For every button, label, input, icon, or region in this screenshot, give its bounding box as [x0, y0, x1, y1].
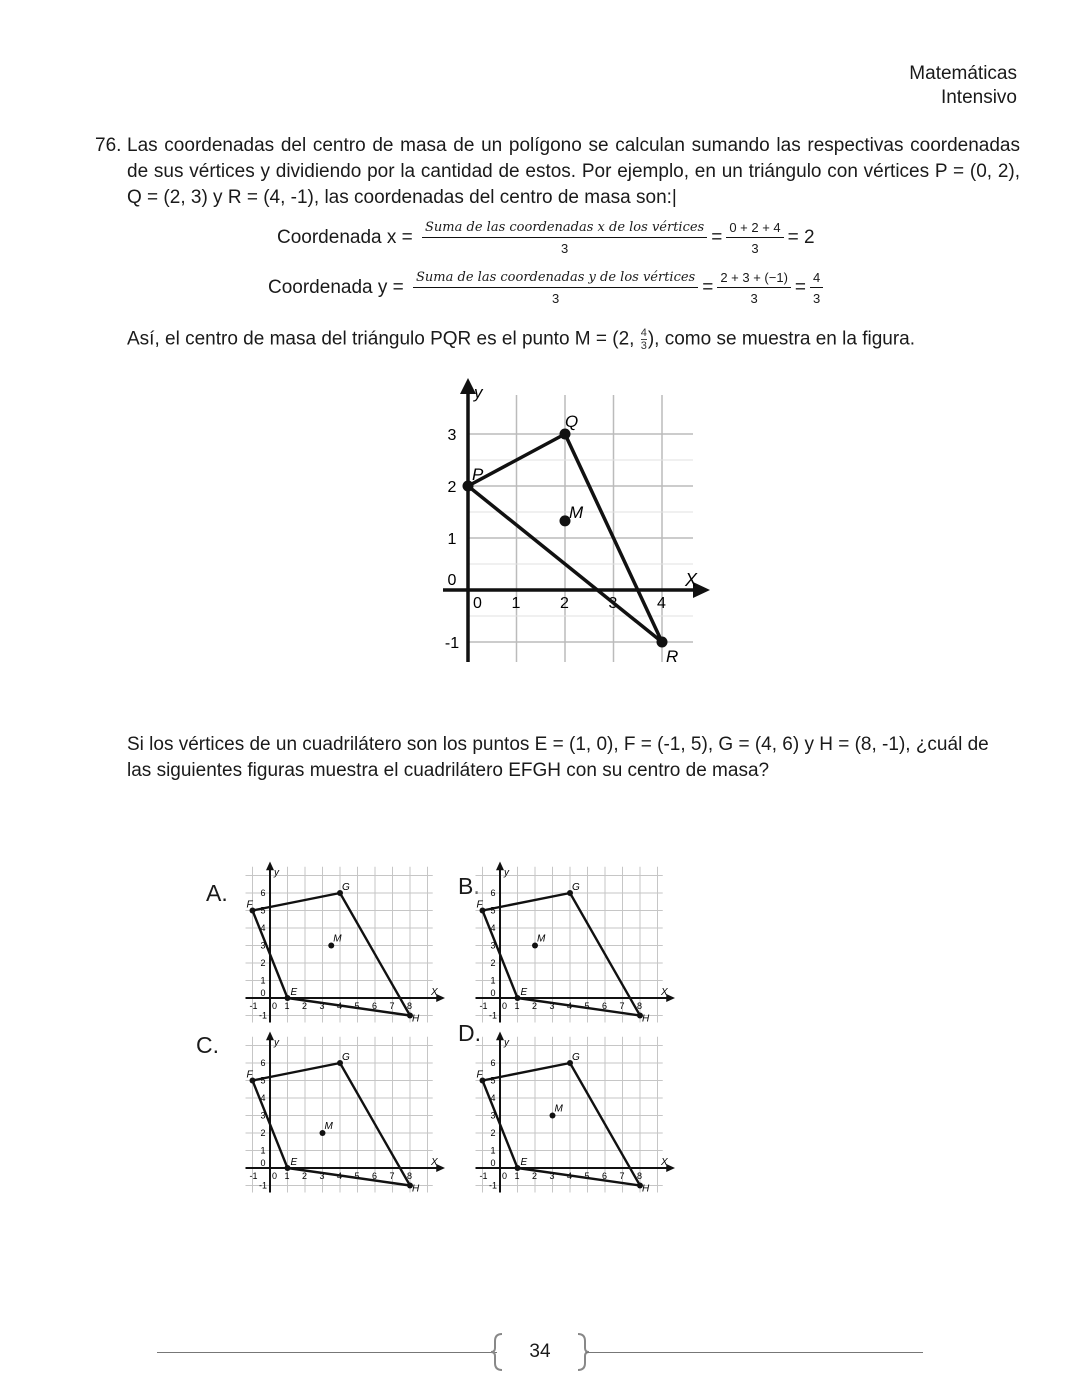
y-tick-label: 6 [260, 1058, 266, 1068]
question-prompt: Si los vértices de un cuadrilátero son los puntos E = (1, 0), F = (-1, 5), G = (4, 6) y H = (8, -1), ¿cuál de las siguientes figuras muestra el cuadrilátero EFGH con su centro de masa? [127, 734, 989, 781]
x-tick-label: 3 [319, 1171, 325, 1181]
vertex-label-g: G [342, 882, 350, 893]
center-label-m: M [333, 933, 342, 945]
center-label-m: M [537, 933, 546, 945]
y-tick-label: 1 [447, 531, 457, 548]
centroid-statement [127, 327, 915, 352]
x-tick-label: 3 [549, 1001, 555, 1011]
question-76 [95, 133, 1020, 211]
y-axis-arrow-icon [266, 862, 274, 871]
y-tick-label: 2 [260, 958, 266, 968]
option-a-label[interactable]: A. [206, 880, 228, 906]
y-tick-label: -1 [488, 1010, 498, 1021]
x-tick-label: 6 [372, 1001, 378, 1011]
formula-x-denominator-values: 3 [751, 241, 759, 256]
centroid-num: 4 [640, 327, 647, 339]
x-tick-label: 2 [302, 1171, 308, 1181]
vertex-label-g: G [572, 882, 580, 893]
y-tick-label: 5 [260, 1075, 266, 1086]
option-d-label[interactable]: D. [458, 1020, 481, 1046]
x-tick-label: 6 [602, 1001, 608, 1011]
y-tick-label: 4 [260, 1093, 266, 1103]
option-b-graph[interactable] [478, 860, 678, 1025]
x-tick-label: -1 [479, 1001, 488, 1011]
y-axis-label: y [274, 867, 279, 879]
y-axis-label: y [474, 383, 483, 402]
x-tick-label: 3 [608, 595, 618, 612]
formula-y-result-den: 3 [813, 291, 821, 306]
y-tick-label: -1 [444, 635, 460, 652]
y-axis-label: y [274, 1037, 279, 1049]
formula-x-result: = 2 [787, 227, 815, 249]
x-axis-label: X [431, 1157, 438, 1168]
left-bracket-icon [488, 1332, 508, 1372]
y-tick-label: 2 [490, 958, 496, 968]
x-tick-label: 8 [637, 1171, 643, 1181]
x-tick-label: 1 [511, 595, 521, 612]
x-tick-label: 7 [389, 1171, 395, 1181]
x-tick-label: 5 [584, 1001, 590, 1011]
center-label-m: M [554, 1103, 563, 1115]
y-tick-label: 3 [447, 427, 457, 444]
x-tick-label: 3 [319, 1001, 325, 1011]
y-tick-label: 1 [490, 1145, 496, 1156]
x-axis-label: X [685, 570, 698, 590]
option-b-label[interactable]: B. [458, 873, 480, 899]
subject-label: Matemáticas [909, 63, 1017, 84]
centroid-den: 3 [640, 340, 647, 352]
x-tick-label: 1 [514, 1171, 520, 1181]
y-tick-label: -1 [258, 1180, 268, 1191]
formula-y-result-num: 4 [810, 270, 823, 288]
option-c-label[interactable]: C. [196, 1032, 219, 1058]
x-tick-label: 4 [567, 1171, 573, 1181]
y-tick-label: 5 [490, 1075, 496, 1086]
point-label-q: Q [565, 412, 579, 431]
formula-x-numerator-values: 0 + 2 + 4 [726, 220, 783, 238]
x-tick-label: 6 [372, 1171, 378, 1181]
vertex-label-e: E [290, 987, 298, 998]
x-tick-label: 2 [302, 1001, 308, 1011]
y-axis-arrow-icon [496, 862, 504, 871]
formula-y-denominator: 3 [552, 291, 560, 306]
x-tick-label: 6 [602, 1171, 608, 1181]
formula-x-fraction [422, 220, 707, 256]
x-tick-label: 2 [532, 1001, 538, 1011]
x-tick-label: -1 [479, 1171, 488, 1181]
vertex-label-f: F [476, 1069, 483, 1081]
y-tick-label: 6 [490, 1058, 496, 1068]
x-tick-label: 1 [514, 1001, 520, 1011]
formula-y-label: Coordenada y = [268, 277, 404, 299]
y-tick-label: 2 [260, 1128, 266, 1138]
page-header [909, 62, 1017, 110]
vertex-label-e: E [290, 1157, 298, 1168]
x-tick-label: 5 [354, 1171, 360, 1181]
y-tick-label: 0 [447, 572, 457, 589]
y-tick-label: -1 [258, 1010, 268, 1021]
page-footer [0, 1330, 1080, 1374]
formula-x-fraction-values [726, 220, 783, 256]
x-tick-label: 2 [532, 1171, 538, 1181]
y-tick-label: 2 [447, 479, 457, 496]
vertex-label-f: F [476, 899, 483, 911]
point-label-r: R [666, 647, 679, 666]
x-tick-label: 4 [657, 595, 666, 612]
formula-x-label: Coordenada x = [277, 227, 413, 249]
y-tick-label: 5 [490, 905, 496, 916]
formula-y-numerator-values: 2 + 3 + (−1) [717, 270, 791, 288]
y-axis-label: y [504, 1037, 509, 1049]
x-axis-label: X [661, 987, 668, 998]
formula-x-numerator: Suma de las coordenadas x de los vértices [422, 220, 707, 238]
point-label-p: P [472, 465, 484, 484]
x-tick-label: 2 [560, 595, 569, 612]
option-c-graph[interactable] [248, 1030, 448, 1195]
vertex-label-f: F [246, 899, 253, 911]
y-tick-label: 3 [260, 940, 266, 951]
x-axis-label: X [431, 987, 438, 998]
x-tick-label: 0 [473, 595, 482, 612]
formula-x-denominator: 3 [561, 241, 569, 256]
x-tick-label: 1 [284, 1001, 290, 1011]
vertex-label-g: G [572, 1052, 580, 1063]
y-tick-label: 3 [490, 940, 496, 951]
y-tick-label: 5 [260, 905, 266, 916]
x-tick-label: 4 [337, 1001, 343, 1011]
vertex-label-g: G [342, 1052, 350, 1063]
footer-rule-left [157, 1352, 497, 1353]
point-label-m: M [569, 502, 584, 522]
question-number: 76. [95, 135, 122, 156]
x-tick-label: 0 [272, 1171, 278, 1181]
centroid-text-pre: Así, el centro de masa del triángulo PQR es el punto M = (2, [127, 328, 635, 350]
vertex-label-h: H [412, 1183, 420, 1195]
x-tick-label: 8 [407, 1171, 413, 1181]
option-a-graph[interactable] [248, 860, 448, 1025]
x-tick-label: 0 [272, 1001, 278, 1011]
y-tick-label: 3 [260, 1110, 266, 1121]
x-tick-label: 7 [389, 1001, 395, 1011]
x-tick-label: 7 [619, 1001, 625, 1011]
example-graph [435, 370, 725, 670]
x-tick-label: 5 [354, 1001, 360, 1011]
y-tick-label: 1 [490, 975, 496, 986]
footer-rule-right [586, 1352, 923, 1353]
centroid-fraction [641, 327, 647, 352]
y-axis-label: y [504, 867, 509, 879]
x-tick-label: -1 [249, 1171, 258, 1181]
question-intro: Las coordenadas del centro de masa de un polígono se calculan sumando las respectivas coordenadas de sus vértices y dividiendo por la cantidad de estos. Por ejemplo, en un triángulo con vértices P = (0, 2), Q = (2, 3) y R = (4, -1), las coordenadas del centro de masa son:| [127, 135, 1020, 208]
x-tick-label: 8 [637, 1001, 643, 1011]
vertex-label-h: H [642, 1013, 650, 1025]
formula-y-result [810, 270, 823, 306]
point-r [657, 637, 668, 648]
y-tick-label: 4 [490, 923, 496, 933]
x-tick-label: 4 [337, 1171, 343, 1181]
y-tick-label: 6 [490, 888, 496, 898]
vertex-label-e: E [520, 1157, 528, 1168]
centroid-text-post: ), como se muestra en la figura. [647, 328, 916, 350]
x-tick-label: 1 [284, 1171, 290, 1181]
y-tick-label: 6 [260, 888, 266, 898]
x-tick-label: -1 [249, 1001, 258, 1011]
vertex-label-h: H [642, 1183, 650, 1195]
page-number: 34 [529, 1341, 551, 1362]
y-axis-arrow-icon [266, 1032, 274, 1041]
vertex-label-h: H [412, 1013, 420, 1025]
y-tick-label: 2 [490, 1128, 496, 1138]
formula-y: Coordenada y = $\frac{\text{Suma de las coordenadas y de los vértices}}{3}$ = $\frac{2 + 3 + (-1)}{3}$ = $\frac{4}{3}$ [268, 270, 827, 306]
y-tick-label: 0 [260, 1158, 266, 1168]
y-axis-arrow-icon [496, 1032, 504, 1041]
y-tick-label: 1 [260, 1145, 266, 1156]
y-tick-label: 4 [490, 1093, 496, 1103]
center-label-m: M [324, 1121, 333, 1132]
vertex-label-f: F [246, 1069, 253, 1081]
formula-y-fraction-values [717, 270, 791, 306]
formula-y-fraction [413, 270, 698, 306]
x-tick-label: 5 [584, 1171, 590, 1181]
vertex-label-e: E [520, 987, 528, 998]
x-tick-label: 3 [549, 1171, 555, 1181]
x-tick-label: 0 [502, 1171, 508, 1181]
formula-x: Coordenada x = $\frac{\text{Suma de las coordenadas x de los vértices}}{3}$ = $\frac{0 + 2 + 4}{3}$ = 2 [277, 220, 815, 256]
x-tick-label: 4 [567, 1001, 573, 1011]
y-tick-label: 4 [260, 923, 266, 933]
option-d-graph[interactable] [478, 1030, 678, 1195]
formula-y-denominator-values: 3 [750, 291, 758, 306]
y-tick-label: 0 [490, 1158, 496, 1168]
x-tick-label: 0 [502, 1001, 508, 1011]
x-tick-label: 8 [407, 1001, 413, 1011]
level-label: Intensivo [940, 87, 1017, 108]
formula-y-numerator: Suma de las coordenadas y de los vértices [413, 270, 698, 288]
y-tick-label: 0 [260, 988, 266, 998]
x-axis-label: X [661, 1157, 668, 1168]
y-tick-label: -1 [488, 1180, 498, 1191]
y-tick-label: 1 [260, 975, 266, 986]
y-tick-label: 3 [490, 1110, 496, 1121]
x-tick-label: 7 [619, 1171, 625, 1181]
y-tick-label: 0 [490, 988, 496, 998]
